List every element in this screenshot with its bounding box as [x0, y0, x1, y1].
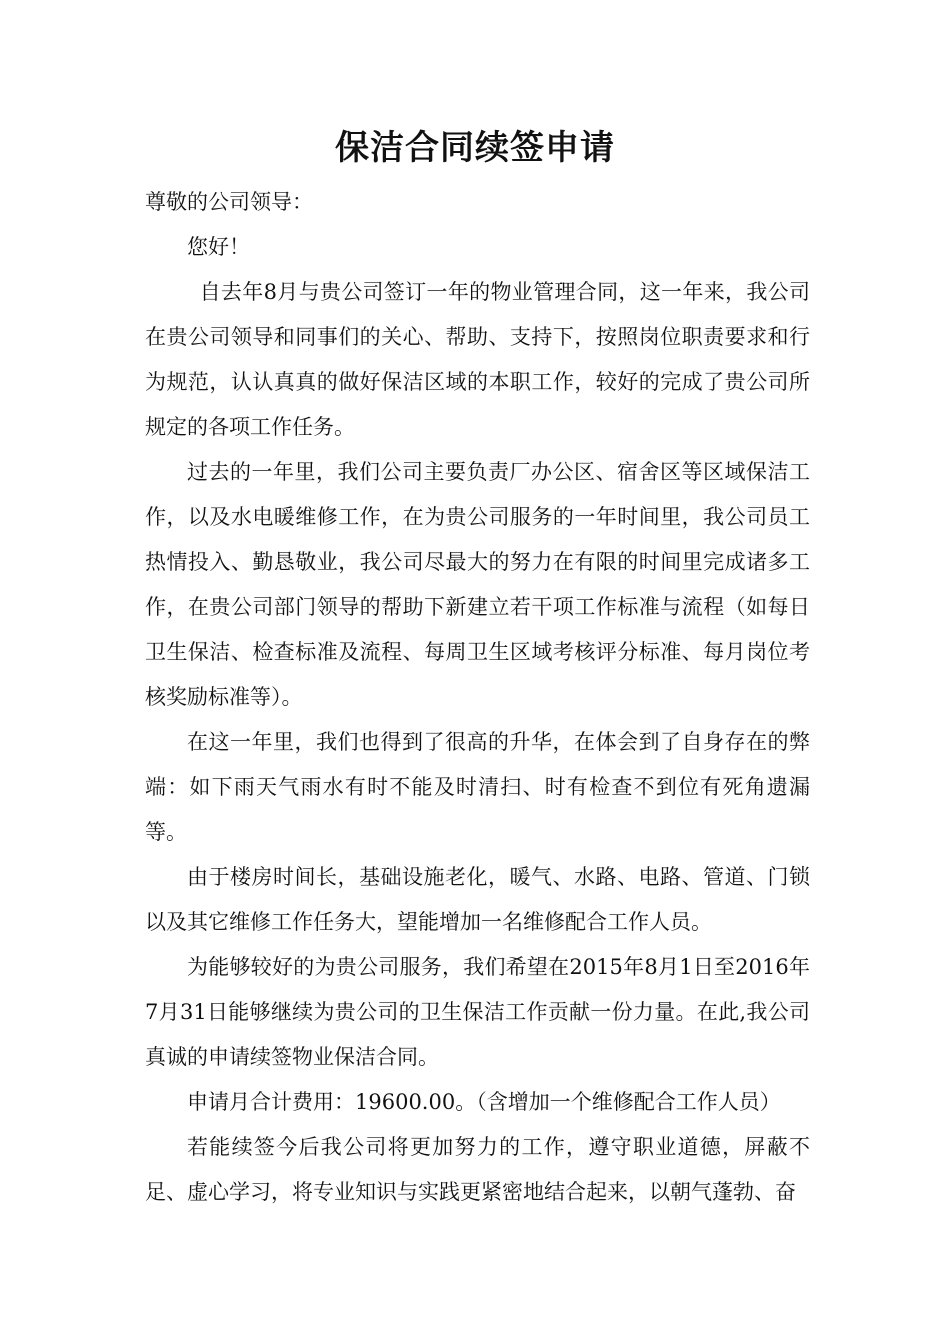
paragraph-contract-review: 自去年8月与贵公司签订一年的物业管理合同，这一年来，我公司在贵公司领导和同事们的关心、帮助、支持下，按照岗位职责要求和行为规范，认认真真的做好保洁区域的本职工作，较好的完成了贵公司所规定的各项工作任务。: [145, 280, 810, 439]
greeting: 您好！: [187, 235, 250, 259]
document-title: 保洁合同续签申请: [335, 128, 615, 168]
paragraph-monthly-fee: 申请月合计费用：19600.00。（含增加一个维修配合工作人员）: [187, 1090, 781, 1114]
paragraph-shortcomings: 在这一年里，我们也得到了很高的升华，在体会到了自身存在的弊端：如下雨天气雨水有时不能及时清扫、时有检查不到位有死角遗漏等。: [145, 730, 810, 844]
salutation: 尊敬的公司领导：: [145, 190, 313, 214]
paragraph-renewal-request: 为能够较好的为贵公司服务，我们希望在2015年8月1日至2016年7月31日能够继续为贵公司的卫生保洁工作贡献一份力量。在此,我公司真诚的申请续签物业保洁合同。: [145, 955, 810, 1069]
paragraph-maintenance-request: 由于楼房时间长，基础设施老化，暖气、水路、电路、管道、门锁以及其它维修工作任务大，望能增加一名维修配合工作人员。: [145, 865, 810, 934]
paragraph-past-year-work: 过去的一年里，我们公司主要负责厂办公区、宿舍区等区域保洁工作，以及水电暖维修工作，在为贵公司服务的一年时间里，我公司员工热情投入、勤恳敬业，我公司尽最大的努力在有限的时间里完成诸多工作，在贵公司部门领导的帮助下新建立若干项工作标准与流程（如每日卫生保洁、检查标准及流程、每周卫生区域考核评分标准、每月岗位考核奖励标准等）。: [145, 460, 810, 709]
paragraph-commitment: 若能续签今后我公司将更加努力的工作，遵守职业道德，屏蔽不足、虚心学习，将专业知识与实践更紧密地结合起来，以朝气蓬勃、奋: [145, 1135, 810, 1204]
document-body: [145, 180, 810, 1215]
